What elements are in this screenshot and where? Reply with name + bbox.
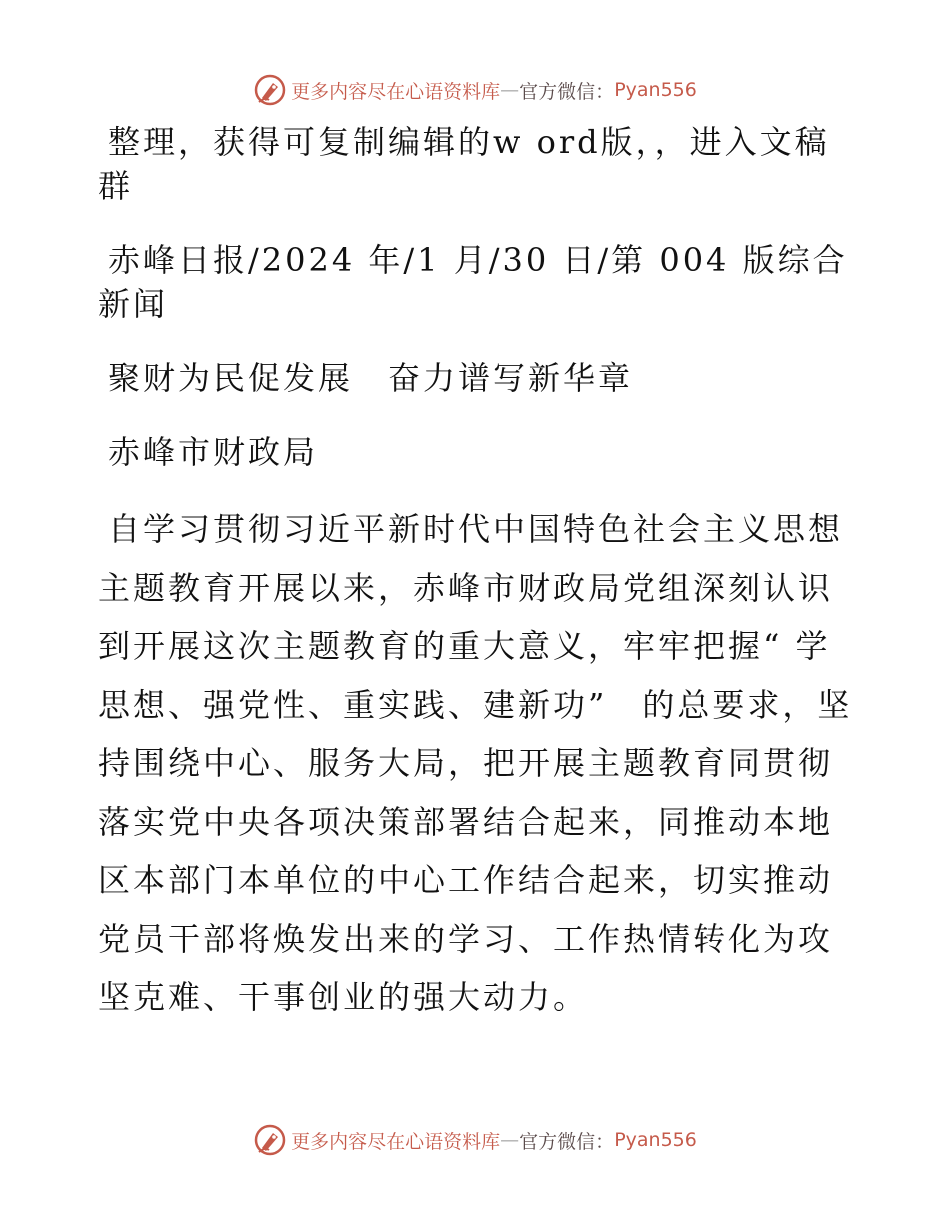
document-content bbox=[98, 120, 858, 1057]
watermark-main-text: 更多内容尽在心语资料库 bbox=[291, 80, 501, 103]
watermark-official-text: 官方微信： bbox=[519, 80, 615, 103]
document-source: 赤峰日报/2024 年/1 月/30 日/第 004 版综合新闻 bbox=[98, 241, 848, 323]
document-title: 聚财为民促发展 奋力谱写新华章 bbox=[108, 359, 634, 397]
watermark-official-text: 官方微信： bbox=[519, 1130, 615, 1153]
pen-nib-seal-icon bbox=[253, 1123, 287, 1157]
pen-nib-seal-icon bbox=[253, 73, 287, 107]
footer-watermark bbox=[0, 1120, 950, 1160]
watermark-main-text: 更多内容尽在心语资料库 bbox=[291, 1130, 501, 1153]
header-watermark bbox=[0, 70, 950, 110]
document-note: 整理，获得可复制编辑的w ord版，，进入文稿群 bbox=[98, 123, 830, 205]
watermark-dash: — bbox=[500, 79, 520, 101]
watermark-dash: — bbox=[500, 1129, 520, 1151]
watermark-wechat-id: Pyan556 bbox=[614, 79, 697, 101]
document-body: 自学习贯彻习近平新时代中国特色社会主义思想主题教育开展以来，赤峰市财政局党组深刻认识到开展这次主题教育的重大意义，牢牢把握“ 学思想、强党性、重实践、建新功” 的总要求，坚持围绕中心、服务大局，把开展主题教育同贯彻落实党中央各项决策部署结合起来，同推动本地区本部门本单位的中心工作结合起来，切实推动党员干部将焕发出来的学习、工作热情转化为攻坚克难、干事创业的强大动力。 bbox=[98, 510, 853, 1016]
watermark-wechat-id: Pyan556 bbox=[614, 1129, 697, 1151]
document-author: 赤峰市财政局 bbox=[108, 433, 319, 471]
